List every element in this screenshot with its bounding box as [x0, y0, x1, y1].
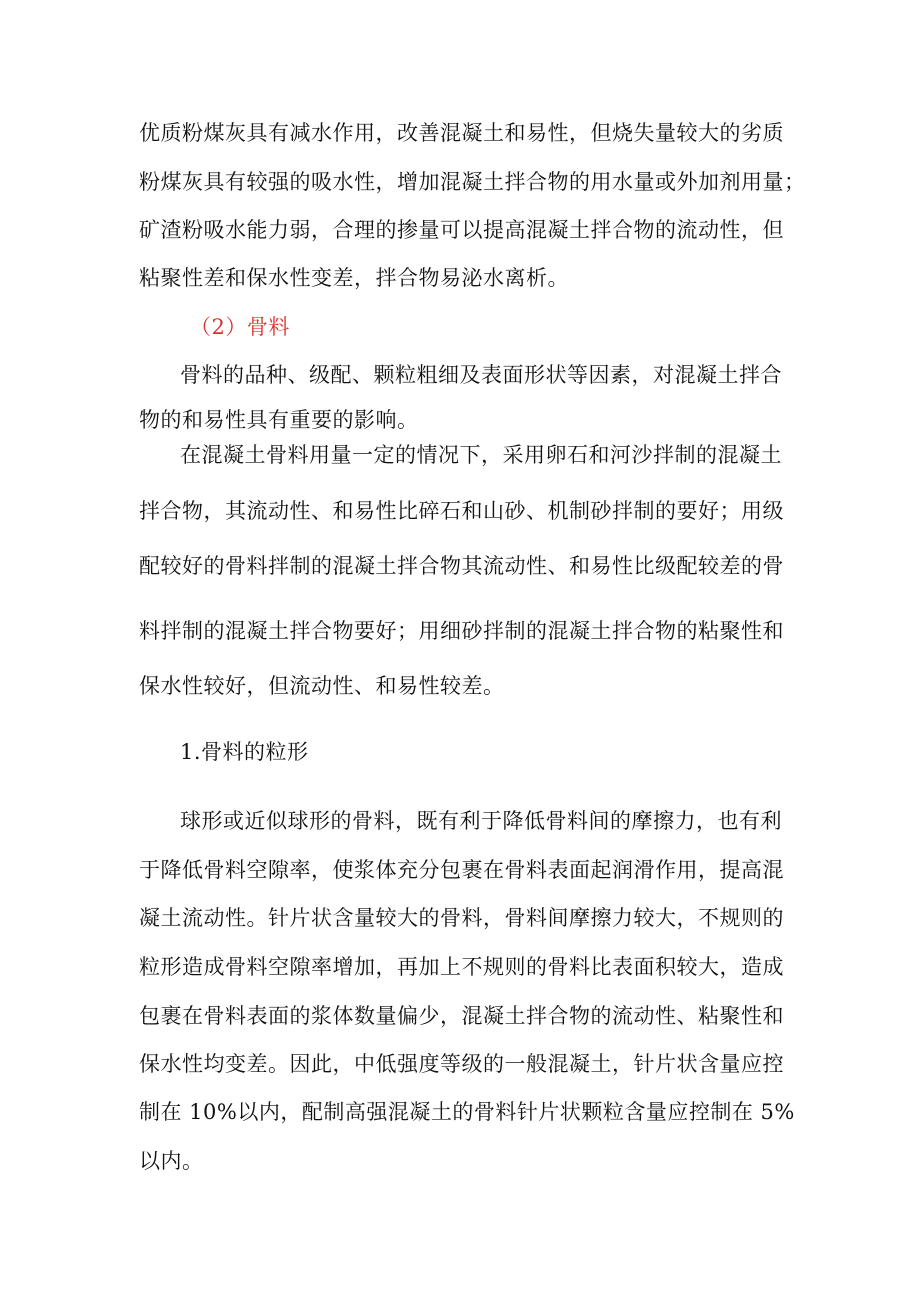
text-line-16: 凝土流动性。针片状含量较大的骨料，骨料间摩擦力较大，不规则的	[139, 906, 784, 930]
text-line-8: 在混凝土骨料用量一定的情况下，采用卵石和河沙拌制的混凝土	[180, 443, 782, 467]
text-line-12: 保水性较好，但流动性、和易性较差。	[139, 674, 505, 698]
text-line-20: 制在 10%以内，配制高强混凝土的骨料针片状颗粒含量应控制在 5%	[139, 1100, 795, 1124]
text-line-18: 包裹在骨料表面的浆体数量偏少，混凝土拌合物的流动性、粘聚性和	[139, 1004, 784, 1028]
text-line-14: 球形或近似球形的骨料，既有利于降低骨料间的摩擦力，也有利	[180, 809, 782, 833]
text-line-15: 于降低骨料空隙率，使浆体充分包裹在骨料表面起润滑作用，提高混	[139, 858, 784, 882]
text-line-10: 配较好的骨料拌制的混凝土拌合物其流动性、和易性比级配较差的骨	[139, 554, 784, 578]
text-line-17: 粒形造成骨料空隙率增加，再加上不规则的骨料比表面积较大，造成	[139, 955, 784, 979]
text-line-6: 骨料的品种、级配、颗粒粗细及表面形状等因素，对混凝土拌合	[180, 363, 782, 387]
text-line-7: 物的和易性具有重要的影响。	[139, 408, 419, 432]
text-line-21: 以内。	[139, 1149, 204, 1173]
text-line-19: 保水性均变差。因此，中低强度等级的一般混凝土，针片状含量应控	[139, 1052, 784, 1076]
text-line-4: 粘聚性差和保水性变差，拌合物易泌水离析。	[139, 266, 569, 290]
text-line-9: 拌合物，其流动性、和易性比碎石和山砂、机制砂拌制的要好；用级	[139, 499, 784, 523]
subheading-particle-shape: 1.骨料的粒形	[180, 740, 309, 764]
text-line-3: 矿渣粉吸水能力弱，合理的掺量可以提高混凝土拌合物的流动性，但	[139, 218, 784, 242]
section-heading-aggregate: （2）骨料	[190, 315, 290, 339]
text-line-1: 优质粉煤灰具有减水作用，改善混凝土和易性，但烧失量较大的劣质	[139, 121, 784, 145]
text-line-11: 料拌制的混凝土拌合物要好；用细砂拌制的混凝土拌合物的粘聚性和	[139, 619, 784, 643]
text-line-2: 粉煤灰具有较强的吸水性，增加混凝土拌合物的用水量或外加剂用量；	[139, 170, 806, 194]
